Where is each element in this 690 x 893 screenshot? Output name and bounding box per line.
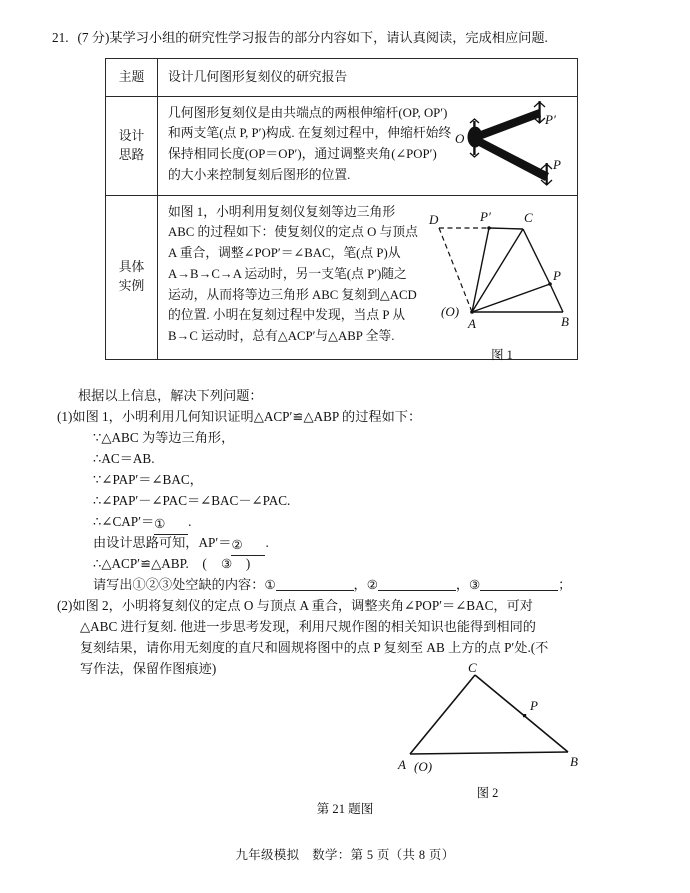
figure-2-caption: 图 2 [476,786,499,800]
table-row-example [106,196,577,363]
example-text: 如图 1，小明利用复刻仪复刻等边三角形 ABC 的过程如下：使复刻仪的定点 O 与顶点 A 重合，调整∠POP′＝∠BAC，笔(点 P)从 A→B→C→A 运动时，另一支笔(点 P′)随之 运动，从而将等边三角形 ABC 复刻到△ACD 的位置. 小明在复刻过程中发现，当点 P 从 B→C 运动时，总有△ACP′与△ABP 全等. [168,204,418,344]
figure-1-caption: 图 1 [491,348,513,363]
part1-step-3: ∵∠PAP′＝∠BAC， [93,472,203,487]
problem-stem: 某学习小组的研究性学习报告的部分内容如下，请认真阅读，完成相应问题. [109,30,548,45]
replicator-device-figure [453,99,573,198]
fig2-label-a: A [398,757,406,772]
part2-line-1: (2)如图 2，小明将复刻仪的定点 O 与顶点 A 重合，调整夹角∠POP′＝∠BAC，可对 [57,598,533,613]
fig2-label-b: B [570,754,578,769]
fig2-label-c: C [468,662,477,675]
row-body-design [158,97,577,195]
problem-score: (7 分) [77,30,110,45]
part1-step-6: 由设计思路可知，AP′＝② . [93,532,269,556]
part1-step-4: ∴∠PAP′－∠PAC＝∠BAC－∠PAC. [93,493,291,508]
answer-blank-inline-3[interactable]: ③ [221,557,233,571]
fig1-label-c: C [524,209,533,225]
fig2-label-o: (O) [414,759,433,774]
table-row-design [106,97,577,196]
part2-line-4: 写作法，保留作图痕迹) [80,661,217,676]
answer-blank-inline-1[interactable]: ① [154,513,188,535]
row-label-example: 具体 实例 [106,196,158,359]
part1-step-2: ∴AC＝AB. [93,451,155,466]
part2-line-2: △ABC 进行复刻. 他进一步思考发现，利用尺规作图的相关知识也能得到相同的 [80,619,536,634]
part1-step-7: ∴△ACP′≌△ABP. ( ③ ) [93,553,251,574]
part1-intro: (1)如图 1，小明利用几何知识证明△ACP′≌△ABP 的过程如下： [57,409,422,424]
answer-blank-3[interactable] [480,590,558,591]
device-label-o: O [455,130,465,146]
page-footer: 九年级模拟 数学：第 5 页（共 8 页） [235,848,455,862]
part1-ask: 请写出①②③处空缺的内容：① ，② ，③ ； [93,577,572,592]
answer-blank-inline-2[interactable]: ② [231,534,265,556]
problem-number: 21. [52,30,69,45]
row-label-topic: 主题 [106,59,158,96]
fig1-label-b: B [561,313,569,329]
row-body-topic [158,59,577,96]
fig1-label-o: (O) [441,303,460,319]
table-row-topic [106,59,577,97]
device-label-p-prime: P′ [545,111,556,127]
research-report-table [105,58,578,363]
topic-text: 设计几何图形复刻仪的研究报告 [168,70,348,84]
answer-blank-2[interactable] [378,590,456,591]
question-figure-label: 第 21 题图 [316,802,374,816]
answer-blank-1[interactable] [276,590,354,591]
part1-step-5: ∴∠CAP′＝① . [93,511,191,535]
fig1-label-d: D [429,211,439,227]
part1-step-1: ∵△ABC 为等边三角形， [93,430,235,445]
figure-2 [380,662,595,801]
design-text: 几何图形复刻仪是由共端点的两根伸缩杆(OP, OP′) 和两支笔(点 P, P′)构成. 在复刻过程中，伸缩杆始终 保持相同长度(OP＝OP′)，通过调整夹角(∠POP′) 的大小来控制复刻后图形的位置. [168,105,452,182]
row-body-example [158,196,577,363]
fig1-label-p: P [553,267,561,283]
problem-statement [52,28,662,48]
device-label-p: P [553,156,561,172]
fig1-label-a: A [468,315,476,331]
row-label-design: 设计 思路 [106,97,158,195]
solution-lead: 根据以上信息，解决下列问题： [78,388,263,403]
figure-1 [427,206,577,366]
fig2-label-p: P [530,698,538,713]
part2-line-3: 复刻结果，请你用无刻度的直尺和圆规将图中的点 P 复刻至 AB 上方的点 P′处.(不 [80,640,549,655]
fig1-label-p-prime: P′ [480,208,491,224]
